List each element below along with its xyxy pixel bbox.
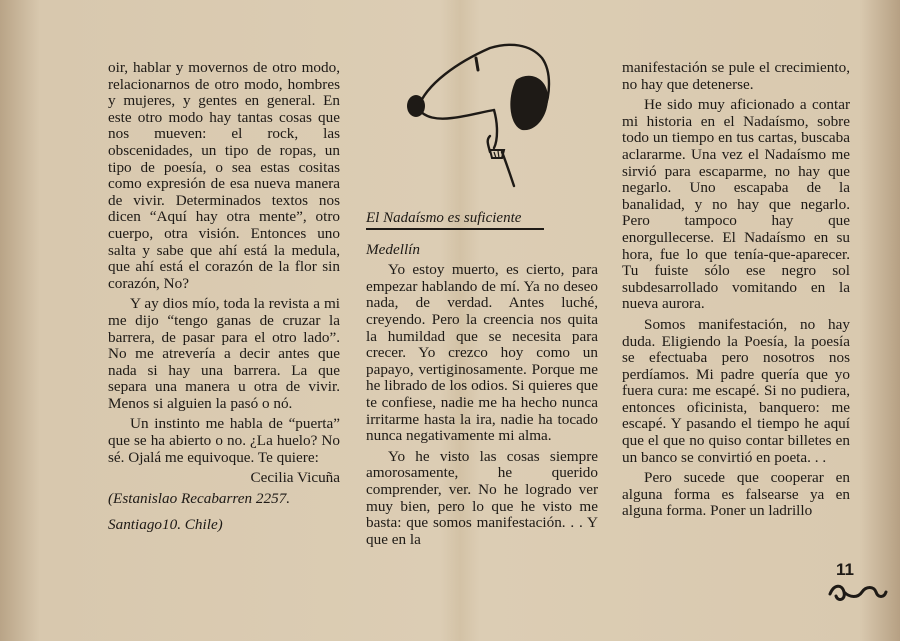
scroll-ornament-icon bbox=[826, 580, 888, 604]
city-label: Medellín bbox=[366, 240, 420, 258]
right-paragraph-4: Pero sucede que cooperar en alguna forma es falsearse ya en alguna forma. Poner un ladrillo bbox=[622, 469, 850, 520]
right-column bbox=[622, 60, 850, 524]
left-column bbox=[108, 60, 340, 538]
signature: Cecilia Vicuña bbox=[250, 469, 340, 487]
section-heading: El Nadaísmo es suficiente bbox=[366, 210, 544, 230]
right-paragraph-3: Somos manifestación, no hay duda. Eligiendo la Poesía, la poesía se efectuaba pero nosotros nos perdíamos. Mi padre quería que yo fuera cura: me escapé. Si no pudiera, entonces oficinista, banquero: me escapé. Y pasando el tiempo he aquí que el que no quiso contar billetes en un banco se convirtió en poeta. . . bbox=[622, 315, 850, 466]
left-paragraph-1: oir, hablar y movernos de otro modo, relacionarnos de otro modo, hombres y mujeres, y gentes en general. En este otro modo hay tantas cosas que nos mueven: el rock, las obscenidades, un tipo de ropas, un tipo de poesía, o sea estas cositas como expresión de esa nueva manera de vivir. Determinados textos nos dicen “Aquí hay otra mente”, otro cuerpo, otra visión. Entonces uno salta y sabe que ahí está la medula, que ahí está el corazón de la flor sin corazón, No? bbox=[108, 59, 340, 292]
left-paragraph-2: Y ay dios mío, toda la revista a mi me dijo “tengo ganas de cruzar la barrera, de pasar para el otro lado”. No me atrevería a decir antes que nada si hay una barrera. La que separa una manera u otra de vivir. Menos si alguien la pasó o nó. bbox=[108, 295, 340, 412]
center-column bbox=[366, 210, 598, 552]
snoopy-illustration bbox=[398, 40, 558, 190]
right-paragraph-1: manifestación se pule el crecimiento, no hay que detenerse. bbox=[622, 59, 850, 93]
left-paragraph-3: Un instinto me habla de “puerta” que se ha abierto o no. ¿La huelo? No sé. Ojalá me equivoque. Te quiere: bbox=[108, 415, 340, 466]
right-paragraph-2: He sido muy aficionado a contar mi historia en el Nadaísmo, sobre todo un tiempo en tus cartas, buscaba aclararme. Una vez el Nadaísmo me sirvió para escaparme, no hay que negarlo. Uno escapaba de la banalidad, y no hay que negarlo. Pero tampoco hay que enorgullecerse. El Nadaísmo en su hora, fue lo que tenía-que-aparecer. Tu fuiste sólo ese negro sol subdesarrollado vomitando en la nueva aurora. bbox=[622, 96, 850, 313]
address-line-2: Santiago10. Chile) bbox=[108, 516, 223, 534]
page-number: 11 bbox=[836, 560, 854, 579]
center-paragraph-2: Yo he visto las cosas siempre amorosamente, he querido comprender, ver. No he logrado ver muy bien, pero lo que he visto me basta: que somos manifestación. . . Y que en la bbox=[366, 447, 598, 548]
address-line-1: (Estanislao Recabarren 2257. bbox=[108, 489, 291, 507]
center-paragraph-1: Yo estoy muerto, es cierto, para empezar hablando de mí. Ya no deseo nada, de verdad. Antes luché, creyendo. Pero la creencia nos quita la humildad que se necesita para crecer. Yo crezco hoy como un papayo, vertiginosamente. Porque me he librado de los odios. Si quieres que te confiese, nadie me ha hecho nunca irritarme hasta la ira, nadie ha tocado nunca negativamente mi alma. bbox=[366, 261, 598, 445]
